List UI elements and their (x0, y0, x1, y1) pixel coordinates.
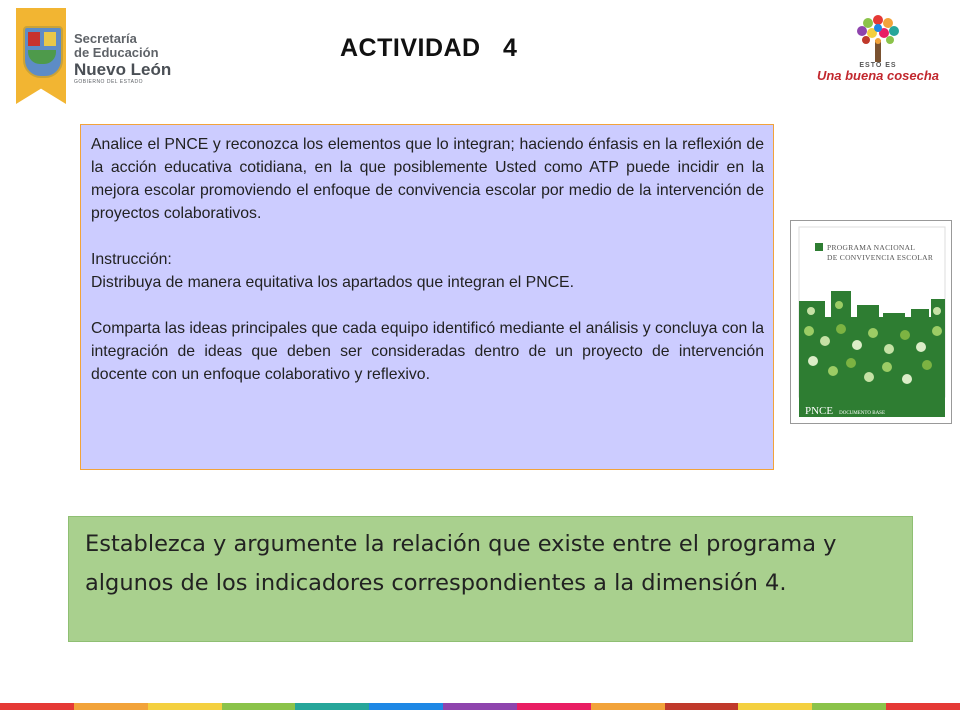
logo-right-line1: ESTO ES (859, 62, 897, 69)
stripe-segment (665, 703, 739, 710)
instructions-paragraph-2: Distribuya de manera equitativa los apartados que integran el PNCE. (91, 274, 574, 291)
stripe-segment (0, 703, 74, 710)
cover-footer (805, 401, 885, 419)
instructions-box (80, 124, 774, 470)
cover-footer-sub: DOCUMENTO BASE (839, 411, 886, 416)
pnce-document-cover (790, 220, 952, 424)
stripe-segment (295, 703, 369, 710)
bottom-color-stripe (0, 703, 960, 710)
cover-title-line1: PROGRAMA NACIONAL (827, 243, 916, 252)
instructions-label: Instrucción: (91, 251, 172, 268)
instructions-paragraph-1: Analice el PNCE y reconozca los elementos que lo integran; haciendo énfasis en la reflexión de la acción educativa cotidiana, en la que posiblemente Usted como ATP puede incidir en la mejora escolar promoviendo el enfoque de convivencia escolar por medio de la intervención de proyectos colaborativos. (91, 136, 764, 222)
tree-icon (808, 10, 948, 66)
logo-left-line1: Secretaría (74, 31, 137, 46)
coat-of-arms-icon (23, 26, 63, 78)
stripe-segment (148, 703, 222, 710)
stripe-segment (886, 703, 960, 710)
page-title: ACTIVIDAD 4 (340, 34, 518, 62)
logo-right-text (808, 62, 948, 83)
task-box (68, 516, 913, 642)
stripe-segment (517, 703, 591, 710)
stripe-segment (443, 703, 517, 710)
stripe-segment (222, 703, 296, 710)
secretaria-educacion-logo (14, 8, 184, 106)
logo-right-line2: Una buena cosecha (816, 68, 940, 83)
cover-title (827, 243, 933, 263)
logo-left-line2: de Educación (74, 44, 159, 60)
stripe-segment (369, 703, 443, 710)
logo-left-text (74, 32, 171, 85)
logo-left-line3: Nuevo León (74, 60, 172, 80)
stripe-segment (591, 703, 665, 710)
buena-cosecha-logo (808, 10, 948, 88)
logo-left-line4: GOBIERNO DEL ESTADO (74, 79, 143, 86)
stripe-segment (74, 703, 148, 710)
instructions-paragraph-3: Comparta las ideas principales que cada equipo identificó mediante el análisis y concluya con la integración de ideas que deben ser consideradas dentro de un proyecto de intervención docente con un enfoque colaborativo y reflexivo. (91, 320, 764, 383)
task-text: Establezca y argumente la relación que existe entre el programa y algunos de los indicadores correspondientes a la dimensión 4. (85, 531, 837, 596)
cover-title-line2: DE CONVIVENCIA ESCOLAR (827, 253, 934, 262)
cover-footer-code: PNCE (805, 405, 834, 417)
stripe-segment (812, 703, 886, 710)
stripe-segment (738, 703, 812, 710)
